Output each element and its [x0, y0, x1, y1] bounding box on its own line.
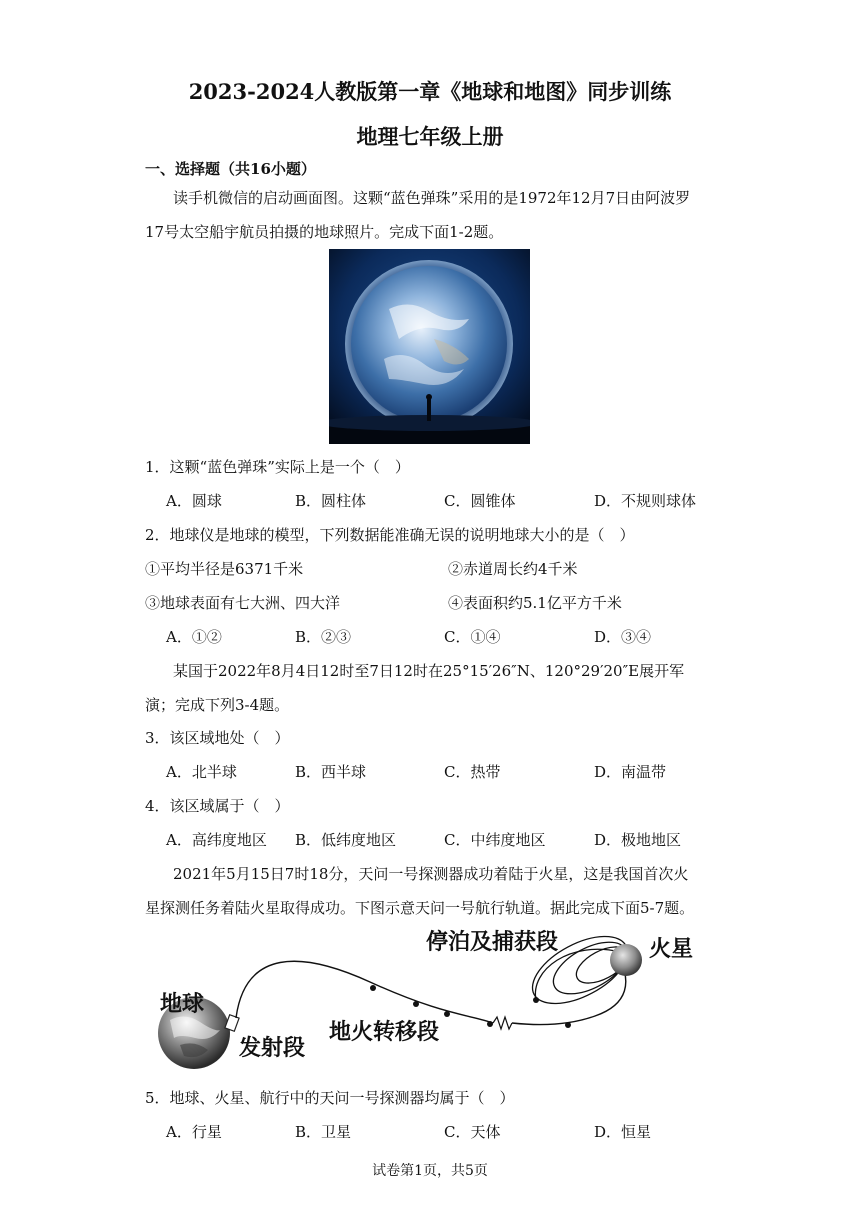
q2-stem: 2．地球仪是地球的模型，下列数据能准确无误的说明地球大小的是（ ） [145, 526, 635, 544]
intro2-line2: 演；完成下列3-4题。 [145, 696, 290, 714]
intro2-line1: 某国于2022年8月4日12时至7日12时在25°15′26″N、120°29′20″E展开军 [173, 662, 685, 680]
page-footer: 试卷第1页，共5页 [372, 1163, 488, 1179]
q3-option-d[interactable]: D．南温带 [594, 763, 667, 781]
section-heading: 一、选择题（共16小题） [145, 160, 316, 178]
q2-option-c[interactable]: C．①④ [444, 628, 501, 646]
q1-option-b[interactable]: B．圆柱体 [295, 492, 367, 510]
q5-option-b[interactable]: B．卫星 [295, 1123, 352, 1141]
q2-item-2: ②赤道周长约4千米 [448, 560, 578, 578]
q5-option-a[interactable]: A．行星 [166, 1123, 222, 1141]
earth-photo [329, 249, 530, 444]
q2-option-b[interactable]: B．②③ [295, 628, 352, 646]
label-transfer: 地火转移段 [329, 1020, 440, 1045]
page-subtitle: 地理七年级上册 [356, 124, 504, 149]
q4-stem: 4．该区域属于（ ） [145, 797, 290, 815]
q2-option-d[interactable]: D．③④ [594, 628, 652, 646]
q4-option-c[interactable]: C．中纬度地区 [444, 831, 546, 849]
label-earth: 地球 [160, 992, 205, 1017]
label-launch: 发射段 [239, 1036, 306, 1061]
q1-option-d[interactable]: D．不规则球体 [594, 492, 697, 510]
q3-option-b[interactable]: B．西半球 [295, 763, 367, 781]
q4-option-b[interactable]: B．低纬度地区 [295, 831, 397, 849]
mars-globe [610, 944, 642, 976]
q5-option-d[interactable]: D．恒星 [594, 1123, 652, 1141]
q3-option-a[interactable]: A．北半球 [166, 763, 237, 781]
q1-option-a[interactable]: A．圆球 [166, 492, 222, 510]
page-title: 2023-2024人教版第一章《地球和地图》同步训练 [188, 79, 672, 104]
q5-stem: 5．地球、火星、航行中的天问一号探测器均属于（ ） [145, 1089, 515, 1107]
q1-option-c[interactable]: C．圆锥体 [444, 492, 516, 510]
label-parking: 停泊及捕获段 [426, 930, 559, 955]
q3-option-c[interactable]: C．热带 [444, 763, 501, 781]
label-mars: 火星 [649, 937, 694, 962]
intro1-line1: 读手机微信的启动画面图。这颗“蓝色弹珠”采用的是1972年12月7日由阿波罗 [173, 189, 691, 207]
probe-icon [225, 1015, 239, 1032]
intro3-line2: 星探测任务着陆火星取得成功。下图示意天问一号航行轨道。据此完成下面5-7题。 [145, 899, 695, 917]
q4-option-a[interactable]: A．高纬度地区 [166, 831, 267, 849]
q3-stem: 3．该区域地处（ ） [145, 729, 290, 747]
intro3-line1: 2021年5月15日7时18分，天问一号探测器成功着陆于火星，这是我国首次火 [173, 865, 689, 883]
q2-item-1: ①平均半径是6371千米 [145, 560, 304, 578]
intro1-line2: 17号太空船宇航员拍摄的地球照片。完成下面1-2题。 [145, 223, 504, 241]
q1-stem: 1．这颗“蓝色弹珠”实际上是一个（ ） [145, 458, 410, 476]
q2-option-a[interactable]: A．①② [166, 628, 222, 646]
q2-item-4: ④表面积约5.1亿平方千米 [448, 594, 622, 612]
q5-option-c[interactable]: C．天体 [444, 1123, 501, 1141]
q2-item-3: ③地球表面有七大洲、四大洋 [145, 594, 341, 612]
q4-option-d[interactable]: D．极地地区 [594, 831, 682, 849]
